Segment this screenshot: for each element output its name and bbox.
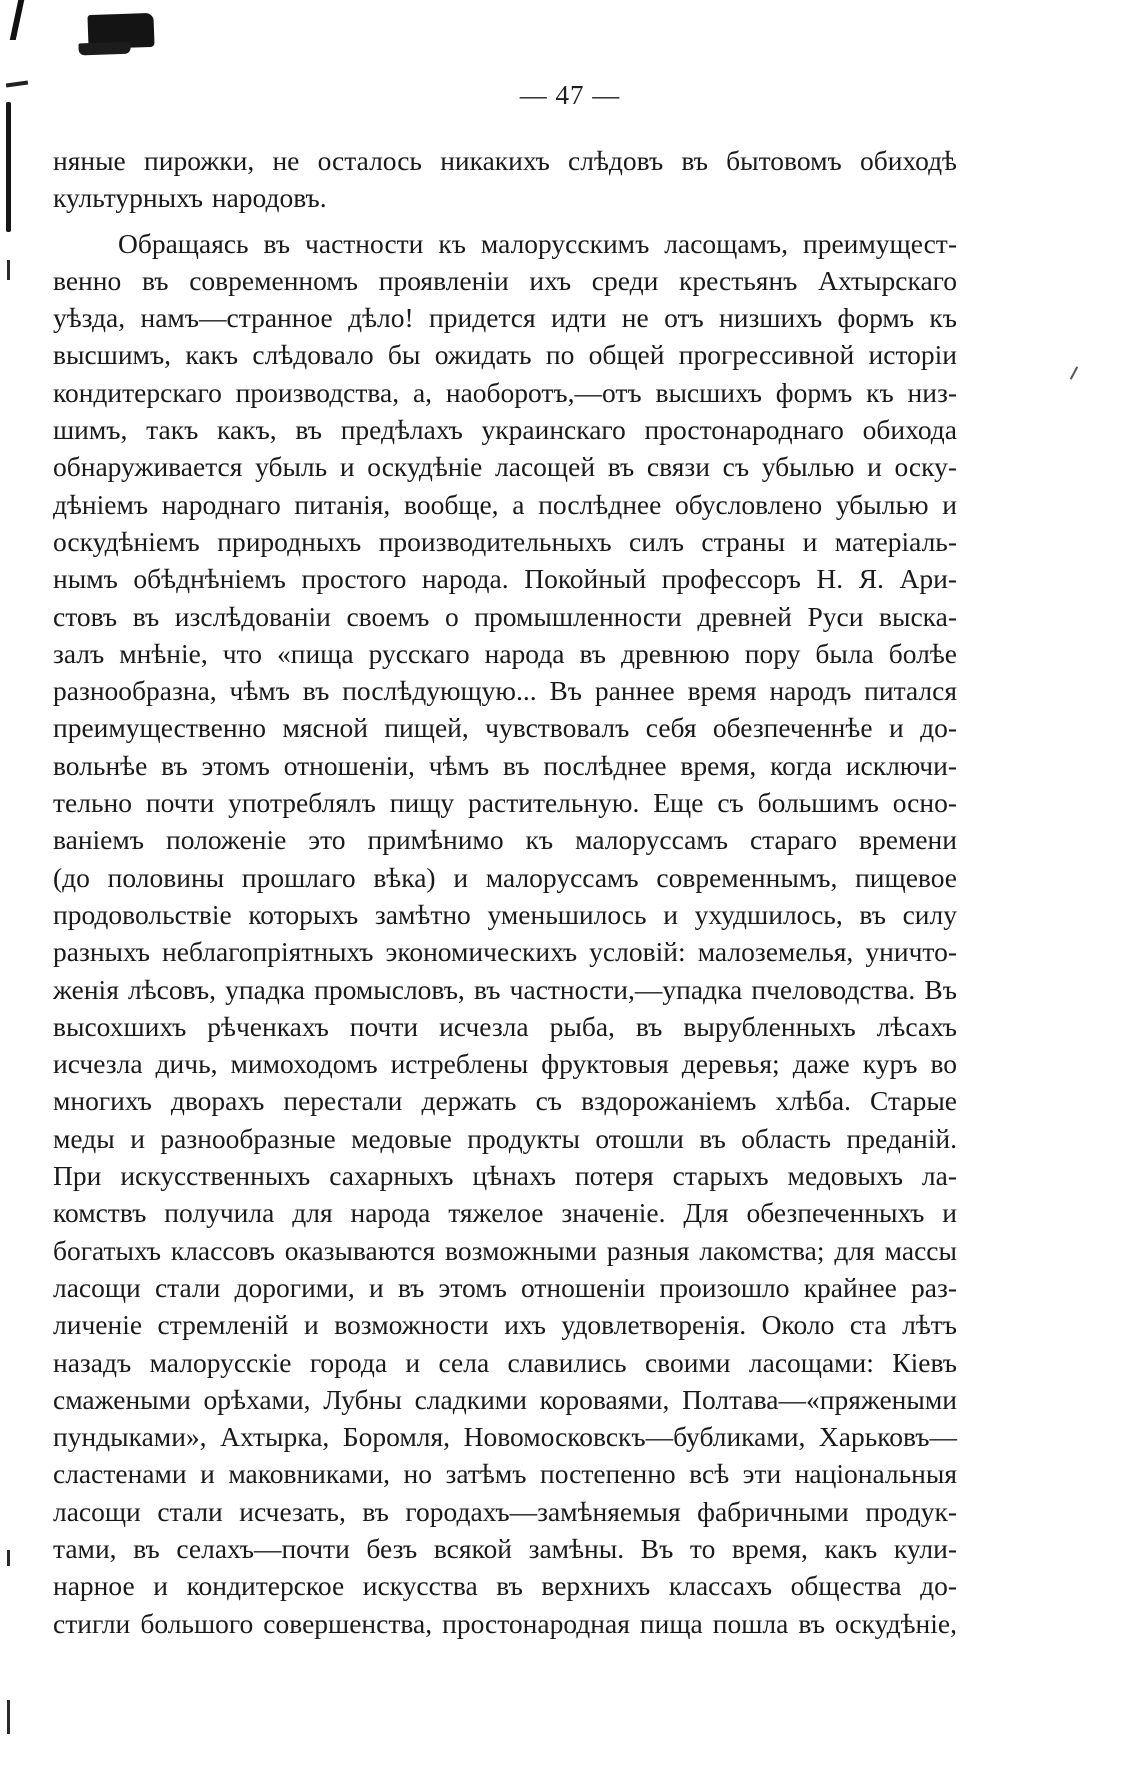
page-number: — 47 — xyxy=(519,80,621,110)
text-line: тами, въ селахъ—почти безъ всякой замѣны. Въ то время, какъ кули- xyxy=(53,1532,957,1564)
text-line: шимъ, такъ какъ, въ предѣлахъ украинскаго простонароднаго обихода xyxy=(53,414,957,446)
text-line: тельно почти употреблялъ пищу растительную. Еще съ большимъ осно- xyxy=(53,787,957,819)
text-line: высшимъ, какъ слѣдовало бы ожидать по общей прогрессивной исторіи xyxy=(53,339,957,371)
paragraph xyxy=(53,142,957,217)
body-text xyxy=(53,142,957,1642)
paragraph xyxy=(53,225,957,1642)
text-line: разныхъ неблагопріятныхъ экономическихъ условій: малоземелья, уничто- xyxy=(53,936,957,968)
margin-mark xyxy=(1070,366,1078,379)
paragraph-gap xyxy=(53,217,957,225)
text-line: комствъ получила для народа тяжелое значеніе. Для обезпеченныхъ и xyxy=(53,1197,957,1229)
text-line: продовольствіе которыхъ замѣтно уменьшилось и ухудшилось, въ силу xyxy=(53,898,957,930)
text-line: назадъ малорусскіе города и села славились своими ласощами: Кіевъ xyxy=(53,1346,957,1378)
text-line: ласощи стали исчезать, въ городахъ—замѣняемыя фабричными продук- xyxy=(53,1495,957,1527)
text-line: ваніемъ положеніе это примѣнимо къ малоруссамъ стараго времени xyxy=(53,824,957,856)
text-line: женія лѣсовъ, упадка промысловъ, въ частности,—упадка пчеловодства. Въ xyxy=(53,973,957,1005)
scan-edge-dot xyxy=(7,1700,10,1734)
text-line: венно въ современномъ проявленіи ихъ среди крестьянъ Ахтырскаго xyxy=(53,264,957,296)
text-line: (до половины прошлаго вѣка) и малоруссамъ современнымъ, пищевое xyxy=(53,861,957,893)
text-line: При искусственныхъ сахарныхъ цѣнахъ потеря старыхъ медовыхъ ла- xyxy=(53,1160,957,1192)
ink-blot xyxy=(87,13,154,49)
text-line: стовъ въ изслѣдованіи своемъ о промышленности древней Руси выска- xyxy=(53,600,957,632)
text-line: личеніе стремленій и возможности ихъ удовлетворенія. Около ста лѣтъ xyxy=(53,1309,957,1341)
text-line: сластенами и маковниками, но затѣмъ постепенно всѣ эти національныя xyxy=(53,1458,957,1490)
text-line: многихъ дворахъ перестали держать съ вздорожаніемъ хлѣба. Старые xyxy=(53,1085,957,1117)
scan-edge-dot xyxy=(7,1550,10,1566)
text-line: меды и разнообразные медовые продукты отошли въ область преданій. xyxy=(53,1122,957,1154)
scan-edge-bar xyxy=(6,102,11,232)
text-line: уѣзда, намъ—странное дѣло! придется идти не отъ низшихъ формъ къ xyxy=(53,302,957,334)
text-line: ласощи стали дорогими, и въ этомъ отношеніи произошло крайнее раз- xyxy=(53,1271,957,1303)
scan-corner-mark xyxy=(10,0,25,40)
text-line: высохшихъ рѣченкахъ почти исчезла рыба, въ вырубленныхъ лѣсахъ xyxy=(53,1010,957,1042)
text-line: оскудѣніемъ природныхъ производительныхъ силъ страны и матеріаль- xyxy=(53,525,957,557)
text-line: обнаруживается убыль и оскудѣніе ласощей въ связи съ убылью и оску- xyxy=(53,451,957,483)
text-line: залъ мнѣніе, что «пища русскаго народа въ древнюю пору была болѣе xyxy=(53,637,957,669)
text-line: дѣніемъ народнаго питанія, вообще, а послѣднее обусловлено убылью и xyxy=(53,488,957,520)
text-line: стигли большого совершенства, простонародная пища пошла въ оскудѣніе, xyxy=(53,1607,957,1639)
text-line: разнообразна, чѣмъ въ послѣдующую... Въ раннее время народъ питался xyxy=(53,675,957,707)
text-line: смажеными орѣхами, Лубны сладкими короваями, Полтава—«пряжеными xyxy=(53,1383,957,1415)
text-line: культурныхъ народовъ. xyxy=(53,182,327,214)
text-line: кондитерскаго производства, а, наоборотъ,—отъ высшихъ формъ къ низ- xyxy=(53,376,957,408)
text-line: Обращаясь въ частности къ малорусскимъ ласощамъ, преимущест- xyxy=(118,227,957,259)
text-line: преимущественно мясной пищей, чувствовалъ себя обезпеченнѣе и до- xyxy=(53,712,957,744)
scan-edge-dot xyxy=(7,260,10,280)
text-line: нымъ обѣднѣніемъ простого народа. Покойный профессоръ Н. Я. Ари- xyxy=(53,563,957,595)
text-line: пундыками», Ахтырка, Боромля, Новомосковскъ—бубликами, Харьковъ— xyxy=(53,1421,957,1453)
text-line: нарное и кондитерское искусства въ верхнихъ классахъ общества до- xyxy=(53,1570,957,1602)
text-line: исчезла дичь, мимоходомъ истреблены фруктовыя деревья; даже куръ во xyxy=(53,1048,957,1080)
text-line: богатыхъ классовъ оказываются возможными разныя лакомства; для массы xyxy=(53,1234,957,1266)
text-line: няные пирожки, не осталось никакихъ слѣдовъ въ бытовомъ обиходѣ xyxy=(53,145,957,176)
text-line: вольнѣе въ этомъ отношеніи, чѣмъ въ послѣднее время, когда исключи- xyxy=(53,749,957,781)
